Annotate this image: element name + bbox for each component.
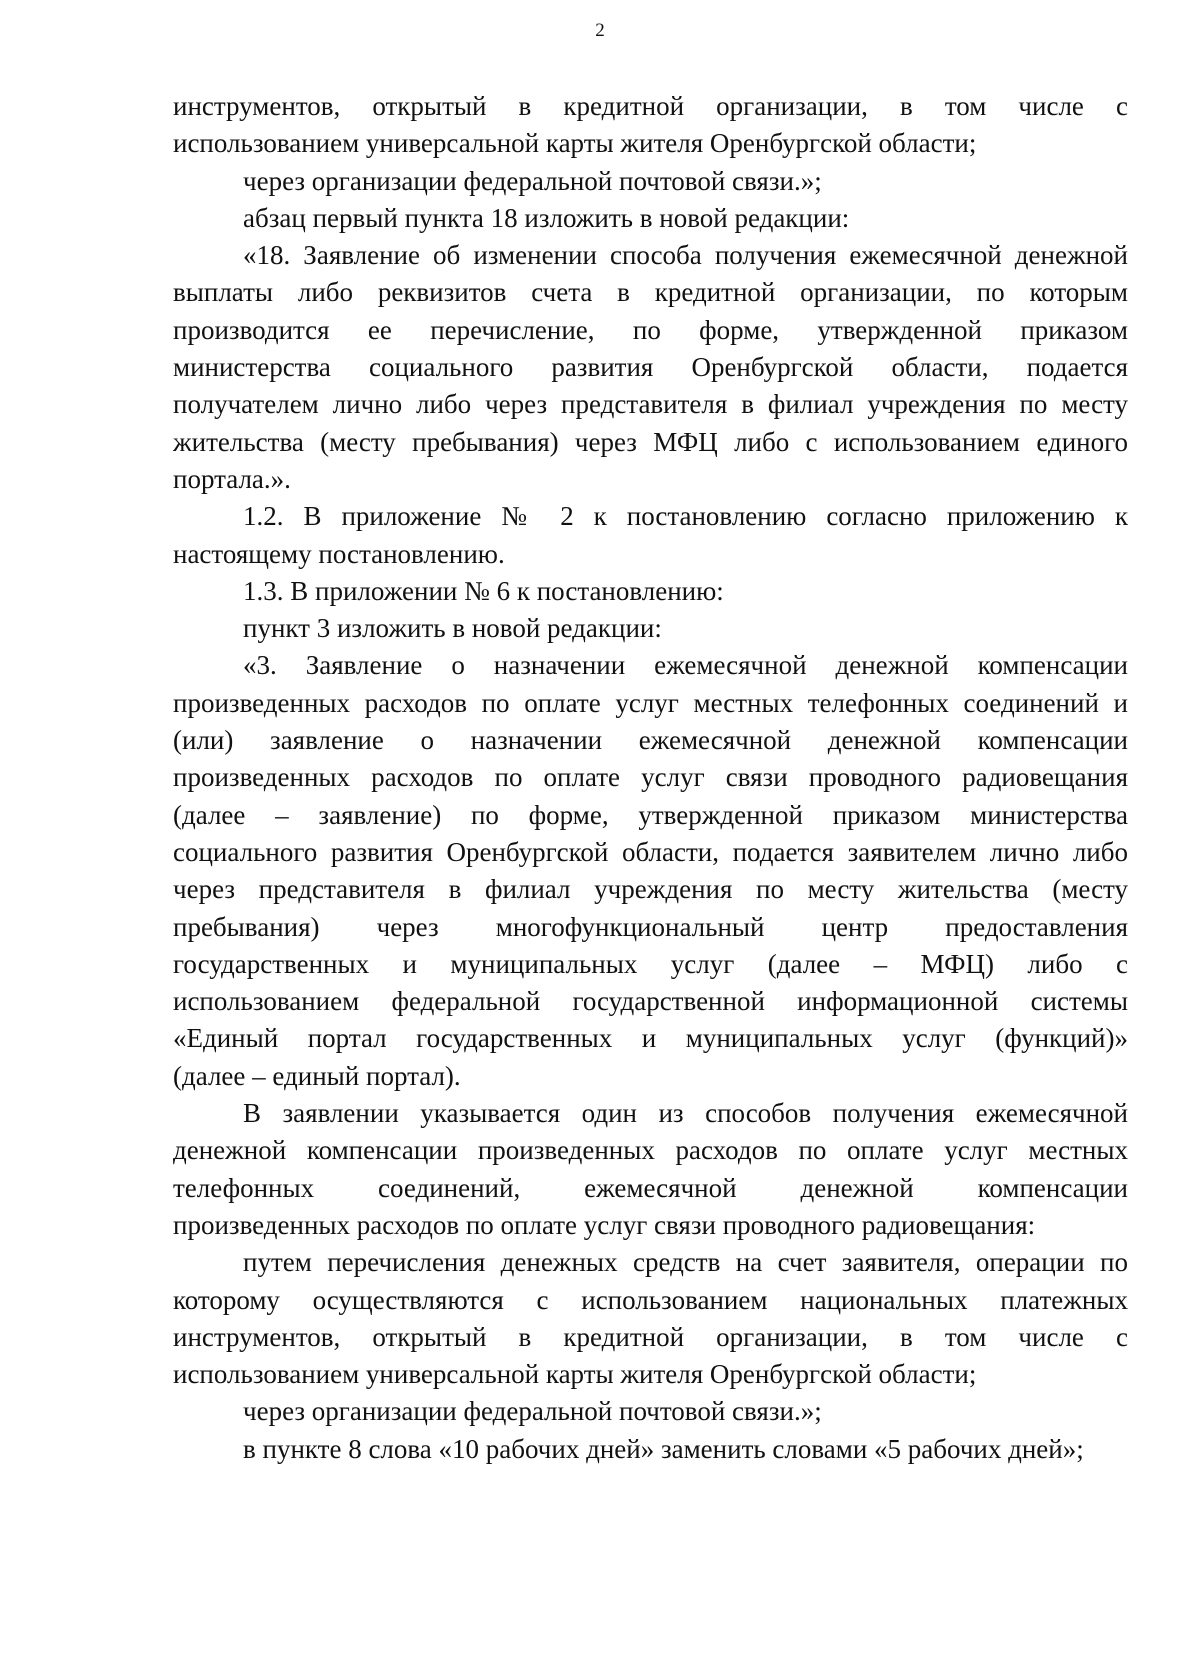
text-line: телефонных соединений, ежемесячной денежной компенсации <box>173 1172 1128 1203</box>
text-line: (далее – единый портал). <box>173 1060 461 1091</box>
text-line: использованием федеральной государственной информационной системы <box>173 986 1128 1017</box>
text-line: социального развития Оренбургской области, подается заявителем лично либо <box>173 836 1128 867</box>
text-line: через организации федеральной почтовой связи.»; <box>243 1396 822 1427</box>
text-line: которому осуществляются с использованием национальных платежных <box>173 1284 1128 1315</box>
text-line: «3. Заявление о назначении ежемесячной денежной компенсации <box>243 650 1128 681</box>
text-line: (далее – заявление) по форме, утвержденной приказом министерства <box>173 799 1128 830</box>
text-line: через представителя в филиал учреждения по месту жительства (месту <box>173 874 1128 905</box>
text-line: производится ее перечисление, по форме, утвержденной приказом <box>173 314 1128 345</box>
text-line: произведенных расходов по оплате услуг местных телефонных соединений и <box>173 687 1128 718</box>
text-line: инструментов, открытый в кредитной организации, в том числе с <box>173 91 1128 121</box>
text-line: «18. Заявление об изменении способа получения ежемесячной денежной <box>243 240 1128 271</box>
text-line: 1.3. В приложении № 6 к постановлению: <box>243 575 724 606</box>
text-line: получателем лично либо через представителя в филиал учреждения по месту <box>173 389 1128 420</box>
text-line: пункт 3 изложить в новой редакции: <box>243 613 662 644</box>
text-line: через организации федеральной почтовой связи.»; <box>243 165 822 196</box>
text-line: произведенных расходов по оплате услуг связи проводного радиовещания <box>173 762 1128 793</box>
text-line: использованием универсальной карты жителя Оренбургской области; <box>173 1359 977 1390</box>
document-body <box>173 88 1128 1468</box>
text-line: настоящему постановлению. <box>173 538 505 569</box>
text-line: жительства (месту пребывания) через МФЦ либо с использованием единого <box>173 426 1128 457</box>
text-line: выплаты либо реквизитов счета в кредитной организации, по которым <box>173 277 1128 308</box>
text-line: пребывания) через многофункциональный центр предоставления <box>173 911 1128 942</box>
text-line: министерства социального развития Оренбургской области, подается <box>173 352 1128 383</box>
text-line: 1.2. В приложение № 2 к постановлению согласно приложению к <box>243 501 1128 532</box>
page-number: 2 <box>595 20 605 41</box>
text-line: в пункте 8 слова «10 рабочих дней» заменить словами «5 рабочих дней»; <box>243 1433 1084 1464</box>
text-line: произведенных расходов по оплате услуг связи проводного радиовещания: <box>173 1209 1036 1240</box>
text-line: денежной компенсации произведенных расходов по оплате услуг местных <box>173 1135 1128 1166</box>
text-line: путем перечисления денежных средств на счет заявителя, операции по <box>243 1247 1128 1278</box>
text-line: инструментов, открытый в кредитной организации, в том числе с <box>173 1321 1128 1352</box>
text-line: «Единый портал государственных и муниципальных услуг (функций)» <box>173 1023 1128 1054</box>
text-line: портала.». <box>173 463 291 494</box>
text-line: использованием универсальной карты жителя Оренбургской области; <box>173 128 977 159</box>
text-line: (или) заявление о назначении ежемесячной денежной компенсации <box>173 725 1128 756</box>
text-line: В заявлении указывается один из способов получения ежемесячной <box>243 1098 1128 1129</box>
text-line: абзац первый пункта 18 изложить в новой редакции: <box>243 202 850 233</box>
text-line: государственных и муниципальных услуг (далее – МФЦ) либо с <box>173 948 1128 979</box>
